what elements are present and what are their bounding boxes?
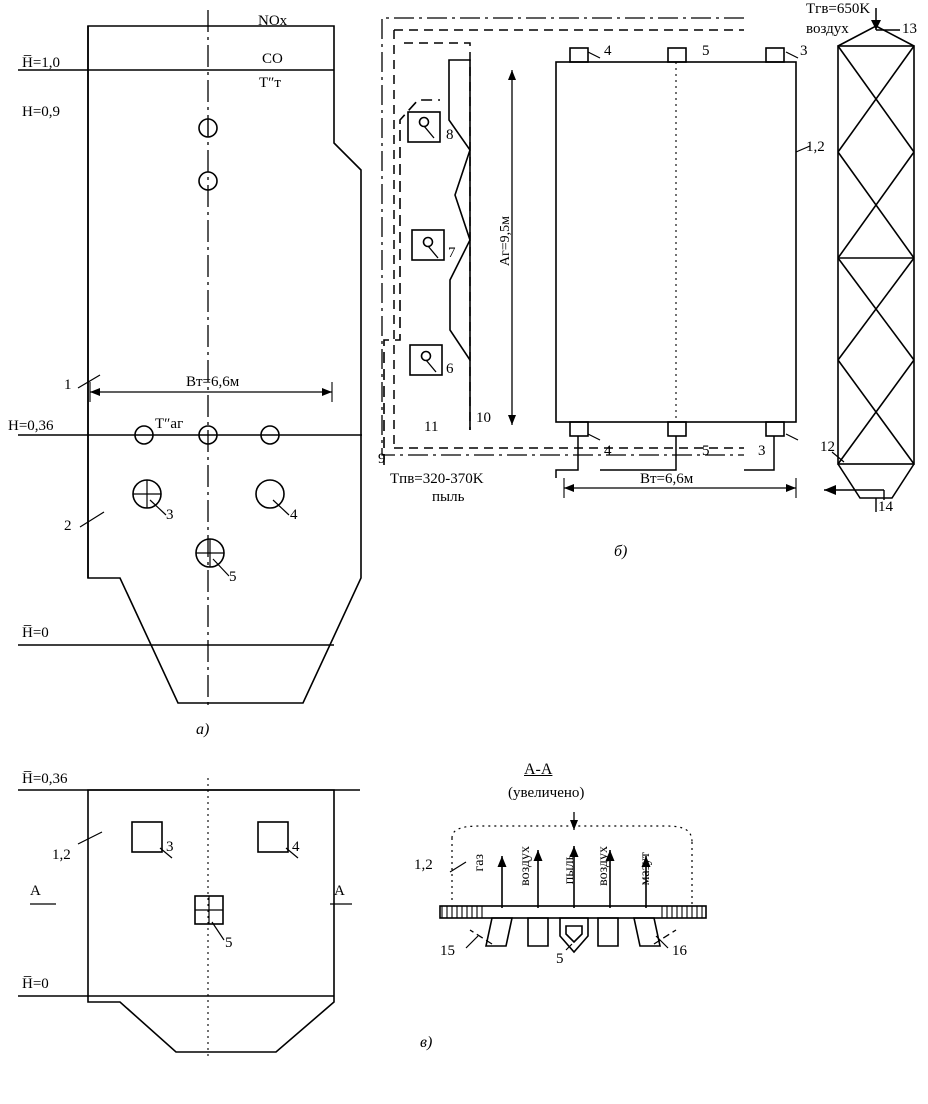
label-pos-4-panel-a: 4 xyxy=(290,507,298,523)
label-nox: NOx xyxy=(258,13,288,29)
caption-panel-a: а) xyxy=(196,721,210,738)
label-tpv: Tпв=320-370K xyxy=(390,471,484,487)
label-pos-9: 9 xyxy=(378,451,386,467)
label-pos-5-bottom-b: 5 xyxy=(702,443,710,459)
label-pos-3-top-b: 3 xyxy=(800,43,808,59)
label-pos-13: 13 xyxy=(902,21,917,37)
label-mazut: мазут xyxy=(638,852,653,886)
label-pos-4-top-b: 4 xyxy=(604,43,612,59)
label-pos-5-top-b: 5 xyxy=(702,43,710,59)
caption-panel-v: в) xyxy=(420,1034,433,1051)
label-bt-panel-b: Bт=6,6м xyxy=(640,471,694,487)
label-vozduh-1: воздух xyxy=(518,846,533,886)
section-marker-a-right: A xyxy=(334,883,345,899)
label-pos-14: 14 xyxy=(878,499,893,515)
label-tgv: Tгв=650K xyxy=(806,1,871,17)
label-vozduh-top: воздух xyxy=(806,21,849,37)
label-pos-3-bottom-b: 3 xyxy=(758,443,766,459)
label-ar-panel-b: Aг=9,5м xyxy=(498,216,513,267)
label-pos-5-panel-v: 5 xyxy=(225,935,233,951)
label-h-0-panel-v: H̅=0 xyxy=(22,976,49,992)
label-pos-16: 16 xyxy=(672,943,687,959)
label-t-double-prime-ag: T″аг xyxy=(155,416,184,432)
label-vozduh-2: воздух xyxy=(596,846,611,886)
label-pos-7: 7 xyxy=(448,245,456,261)
label-t-double-prime-t: T″т xyxy=(259,75,281,91)
label-pos-1-2-panel-b: 1,2 xyxy=(806,139,825,155)
label-pos-10: 10 xyxy=(476,410,491,426)
label-pos-1-panel-a: 1 xyxy=(64,377,72,393)
label-h-0: H̅=0 xyxy=(22,625,49,641)
label-pos-1-2-section: 1,2 xyxy=(414,857,433,873)
label-h-0-36: H=0,36 xyxy=(8,418,54,434)
label-pos-1-2-panel-v: 1,2 xyxy=(52,847,71,863)
label-pos-4-bottom-b: 4 xyxy=(604,443,612,459)
label-pyl-panel-b: пыль xyxy=(432,489,465,505)
section-title-a-a: A-A xyxy=(524,761,553,778)
caption-panel-b: б) xyxy=(614,543,628,560)
section-subtitle: (увеличено) xyxy=(508,785,585,801)
label-pos-4-panel-v: 4 xyxy=(292,839,300,855)
label-h-1-0: H̅=1,0 xyxy=(22,55,61,71)
label-pos-11: 11 xyxy=(424,419,439,435)
label-pos-2-panel-a: 2 xyxy=(64,518,72,534)
label-pos-12: 12 xyxy=(820,439,835,455)
label-gaz: газ xyxy=(472,854,487,872)
label-h-0-36-panel-v: H̅=0,36 xyxy=(22,771,68,787)
label-pos-6: 6 xyxy=(446,361,454,377)
label-pos-15: 15 xyxy=(440,943,455,959)
label-pos-5-section: 5 xyxy=(556,951,564,967)
label-pyl-section: пыль xyxy=(562,854,577,885)
section-marker-a-left: A xyxy=(30,883,41,899)
label-pos-3-panel-a: 3 xyxy=(166,507,174,523)
label-co: CO xyxy=(262,51,283,67)
label-pos-8: 8 xyxy=(446,127,454,143)
label-pos-5-panel-a: 5 xyxy=(229,569,237,585)
label-bt-panel-a: Bт=6,6м xyxy=(186,374,240,390)
label-h-0-9: H=0,9 xyxy=(22,104,61,120)
label-pos-3-panel-v: 3 xyxy=(166,839,174,855)
